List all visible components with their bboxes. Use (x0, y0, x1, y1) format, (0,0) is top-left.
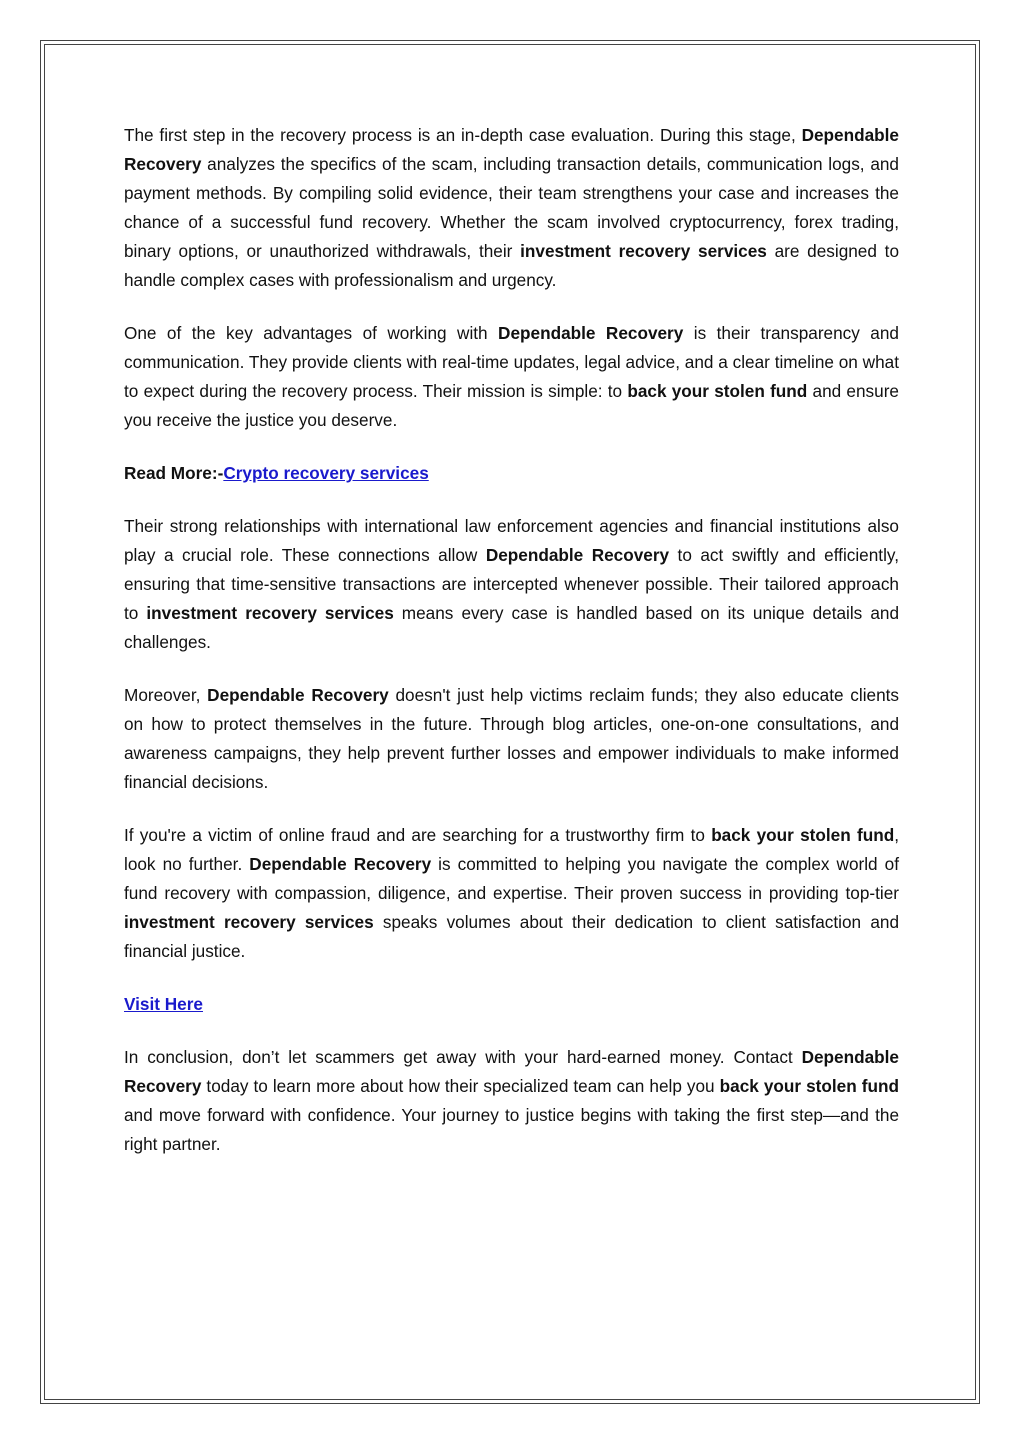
brand-name: Dependable Recovery (498, 323, 684, 343)
brand-name: Dependable Recovery (207, 685, 389, 705)
service-name: investment recovery services (146, 603, 394, 623)
paragraph-conclusion: In conclusion, don’t let scammers get away with your hard-earned money. Contact Dependable Recovery today to learn more about how their specialized team can help you back your stolen fund and move forward with confidence. Your journey to justice begins with taking the first step—and the right partner. (124, 1047, 899, 1154)
paragraph-education: Moreover, Dependable Recovery doesn't just help victims reclaim funds; they also educate clients on how to protect themselves in the future. Through blog articles, one-on-one consultations, and awareness campaigns, they help prevent further losses and empower individuals to make informed financial decisions. (124, 685, 900, 792)
visit-here-link[interactable]: Visit Here (124, 994, 203, 1014)
brand-name: Dependable Recovery (124, 125, 899, 174)
brand-name: Dependable Recovery (249, 854, 432, 874)
paragraph-victim-of-fraud: If you're a victim of online fraud and are searching for a trustworthy firm to back your stolen fund, look no further. Dependable Recovery is committed to helping you navigate the complex world of fund recovery with compassion, diligence, and expertise. Their proven success in providing top-tier investment recovery services speaks volumes about their dedication to client satisfaction and financial justice. (124, 825, 900, 961)
keyword-phrase: back your stolen fund (627, 381, 808, 401)
read-more-line (124, 459, 899, 488)
visit-here-line (124, 990, 899, 1019)
brand-name: Dependable Recovery (485, 545, 670, 565)
paragraph-transparency: One of the key advantages of working with Dependable Recovery is their transparency and communication. They provide clients with real-time updates, legal advice, and a clear timeline on what to expect during the recovery process. Their mission is simple: to back your stolen fund and ensure you receive the justice you deserve. (124, 323, 899, 430)
service-name: investment recovery services (520, 241, 767, 261)
keyword-phrase: back your stolen fund (711, 825, 895, 845)
read-more-label: Read More:- (124, 463, 224, 483)
service-name: investment recovery services (124, 912, 374, 932)
crypto-recovery-services-link[interactable]: Crypto recovery services (223, 463, 429, 483)
keyword-phrase: back your stolen fund (719, 1076, 899, 1096)
document-body (124, 121, 899, 1183)
paragraph-relationships: Their strong relationships with international law enforcement agencies and financial institutions also play a crucial role. These connections allow Dependable Recovery to act swiftly and efficiently, ensuring that time-sensitive transactions are intercepted whenever possible. Their tailored approach to investment recovery services means every case is handled based on its unique details and challenges. (124, 516, 900, 652)
paragraph-case-evaluation: The first step in the recovery process is an in-depth case evaluation. During this stage, Dependable Recovery analyzes the specifics of the scam, including transaction details, communication logs, and payment methods. By compiling solid evidence, their team strengthens your case and increases the chance of a successful fund recovery. Whether the scam involved cryptocurrency, forex trading, binary options, or unauthorized withdrawals, their investment recovery services are designed to handle complex cases with professionalism and urgency. (124, 125, 900, 290)
brand-name: Dependable Recovery (124, 1047, 899, 1096)
